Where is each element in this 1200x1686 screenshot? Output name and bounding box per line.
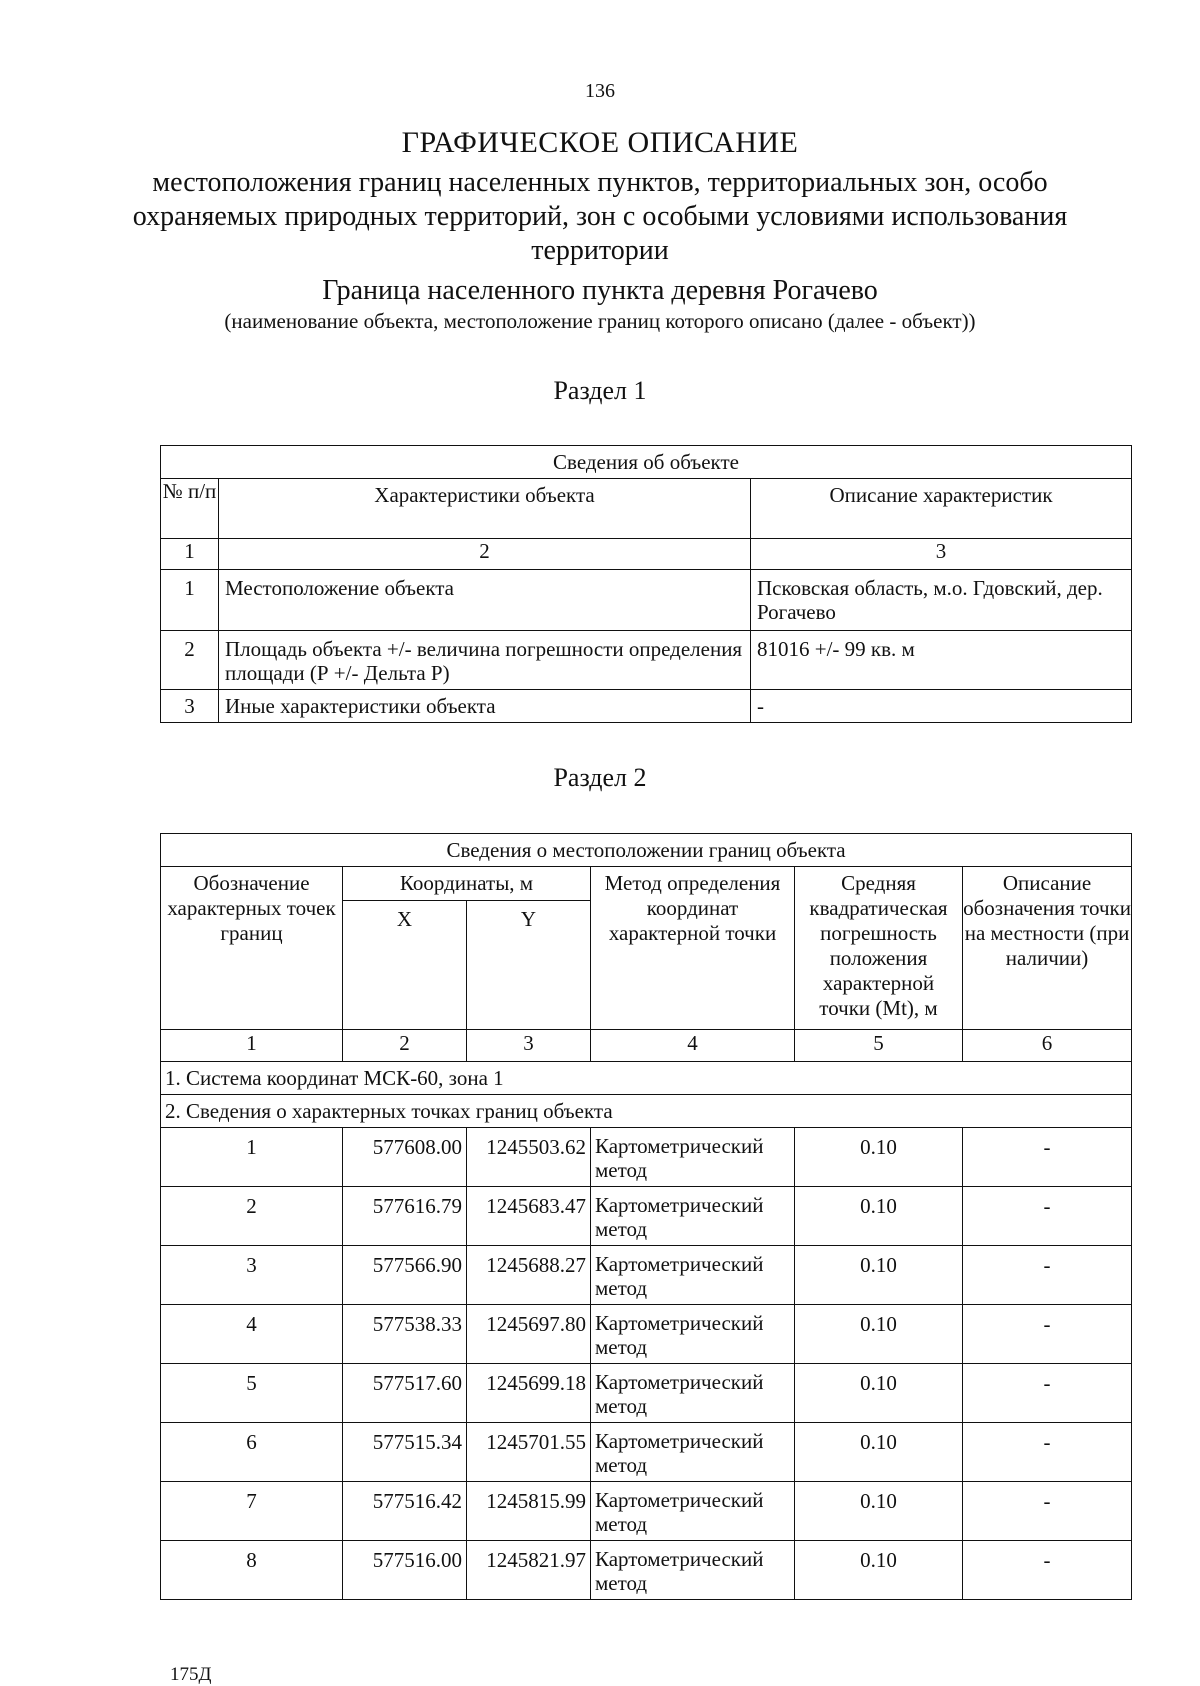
section-2-title: Раздел 2 <box>553 763 647 792</box>
column-number: 5 <box>795 1030 963 1062</box>
table-row <box>161 690 1132 723</box>
column-header-y: Y <box>467 901 591 1030</box>
point-number: 8 <box>161 1541 343 1600</box>
points-heading: 2. Сведения о характерных точках границ объекта <box>161 1095 1132 1128</box>
table-row <box>161 1128 1132 1187</box>
coordinate-x: 577515.34 <box>343 1423 467 1482</box>
point-error: 0.10 <box>795 1246 963 1305</box>
coordinate-x: 577516.00 <box>343 1541 467 1600</box>
object-name: Граница населенного пункта деревня Рогачево <box>322 275 878 306</box>
column-header-point-description: Описание обозначения точки на местности (при наличии) <box>963 867 1132 1030</box>
coordinate-x: 577608.00 <box>343 1128 467 1187</box>
coordinate-x: 577516.42 <box>343 1482 467 1541</box>
coordinate-x: 577616.79 <box>343 1187 467 1246</box>
point-description: - <box>963 1305 1132 1364</box>
point-error: 0.10 <box>795 1482 963 1541</box>
coordinate-y: 1245683.47 <box>467 1187 591 1246</box>
document-title: ГРАФИЧЕСКОЕ ОПИСАНИЕ <box>401 126 799 159</box>
point-description: - <box>963 1246 1132 1305</box>
point-error: 0.10 <box>795 1187 963 1246</box>
column-header-number: № п/п <box>161 479 219 539</box>
column-header-point: Обозначение характерных точек границ <box>161 867 343 1030</box>
column-header-error: Средняя квадратическая погрешность положения характерной точки (Mt), м <box>795 867 963 1030</box>
table-row <box>161 631 1132 690</box>
table-row <box>161 1364 1132 1423</box>
point-method: Картометрический метод <box>591 1305 795 1364</box>
coordinate-y: 1245688.27 <box>467 1246 591 1305</box>
column-number: 6 <box>963 1030 1132 1062</box>
point-number: 3 <box>161 1246 343 1305</box>
column-number: 2 <box>219 539 751 570</box>
coordinate-y: 1245503.62 <box>467 1128 591 1187</box>
object-info-table <box>160 445 1132 723</box>
coordinate-system: 1. Система координат МСК-60, зона 1 <box>161 1062 1132 1095</box>
point-description: - <box>963 1364 1132 1423</box>
row-description: 81016 +/- 99 кв. м <box>751 631 1132 690</box>
column-number: 4 <box>591 1030 795 1062</box>
point-description: - <box>963 1541 1132 1600</box>
point-number: 7 <box>161 1482 343 1541</box>
object-name-note: (наименование объекта, местоположение границ которого описано (далее - объект)) <box>224 309 976 333</box>
column-number: 3 <box>751 539 1132 570</box>
table-row <box>161 1246 1132 1305</box>
point-description: - <box>963 1423 1132 1482</box>
table-row <box>161 1187 1132 1246</box>
table-row <box>161 1482 1132 1541</box>
page-number: 136 <box>585 80 615 102</box>
point-number: 4 <box>161 1305 343 1364</box>
column-number: 1 <box>161 1030 343 1062</box>
point-method: Картометрический метод <box>591 1423 795 1482</box>
boundary-points-table <box>160 833 1132 1600</box>
point-description: - <box>963 1482 1132 1541</box>
coordinate-x: 577566.90 <box>343 1246 467 1305</box>
document-subtitle: местоположения границ населенных пунктов, территориальных зон, особо охраняемых природных территорий, зон с особыми условиями использования территории <box>132 167 1068 266</box>
row-characteristic: Площадь объекта +/- величина погрешности определения площади (Р +/- Дельта Р) <box>219 631 751 690</box>
object-info-caption: Сведения об объекте <box>161 446 1132 479</box>
point-error: 0.10 <box>795 1128 963 1187</box>
point-error: 0.10 <box>795 1305 963 1364</box>
row-description: Псковская область, м.о. Гдовский, дер. Рогачево <box>751 570 1132 631</box>
column-header-coordinates: Координаты, м <box>343 867 591 901</box>
coordinate-x: 577538.33 <box>343 1305 467 1364</box>
section-1-title: Раздел 1 <box>553 376 647 405</box>
point-method: Картометрический метод <box>591 1541 795 1600</box>
column-header-x: X <box>343 901 467 1030</box>
row-number: 1 <box>161 570 219 631</box>
point-number: 6 <box>161 1423 343 1482</box>
row-number: 3 <box>161 690 219 723</box>
point-description: - <box>963 1128 1132 1187</box>
column-number: 2 <box>343 1030 467 1062</box>
point-number: 2 <box>161 1187 343 1246</box>
coordinate-y: 1245697.80 <box>467 1305 591 1364</box>
coordinate-x: 577517.60 <box>343 1364 467 1423</box>
point-number: 1 <box>161 1128 343 1187</box>
column-number: 3 <box>467 1030 591 1062</box>
point-description: - <box>963 1187 1132 1246</box>
column-header-characteristics: Характеристики объекта <box>219 479 751 539</box>
point-error: 0.10 <box>795 1541 963 1600</box>
coordinate-y: 1245821.97 <box>467 1541 591 1600</box>
row-number: 2 <box>161 631 219 690</box>
point-error: 0.10 <box>795 1364 963 1423</box>
table-row <box>161 1541 1132 1600</box>
point-number: 5 <box>161 1364 343 1423</box>
point-method: Картометрический метод <box>591 1187 795 1246</box>
footer-code: 175Д <box>170 1664 212 1685</box>
column-header-method: Метод определения координат характерной точки <box>591 867 795 1030</box>
point-method: Картометрический метод <box>591 1482 795 1541</box>
row-characteristic: Иные характеристики объекта <box>219 690 751 723</box>
coordinate-y: 1245815.99 <box>467 1482 591 1541</box>
column-header-description: Описание характеристик <box>751 479 1132 539</box>
coordinate-y: 1245699.18 <box>467 1364 591 1423</box>
table-row <box>161 570 1132 631</box>
coordinate-y: 1245701.55 <box>467 1423 591 1482</box>
point-error: 0.10 <box>795 1423 963 1482</box>
row-characteristic: Местоположение объекта <box>219 570 751 631</box>
table-row <box>161 1423 1132 1482</box>
boundary-points-caption: Сведения о местоположении границ объекта <box>161 834 1132 867</box>
point-method: Картометрический метод <box>591 1128 795 1187</box>
point-method: Картометрический метод <box>591 1364 795 1423</box>
row-description: - <box>751 690 1132 723</box>
point-method: Картометрический метод <box>591 1246 795 1305</box>
column-number: 1 <box>161 539 219 570</box>
table-row <box>161 1305 1132 1364</box>
